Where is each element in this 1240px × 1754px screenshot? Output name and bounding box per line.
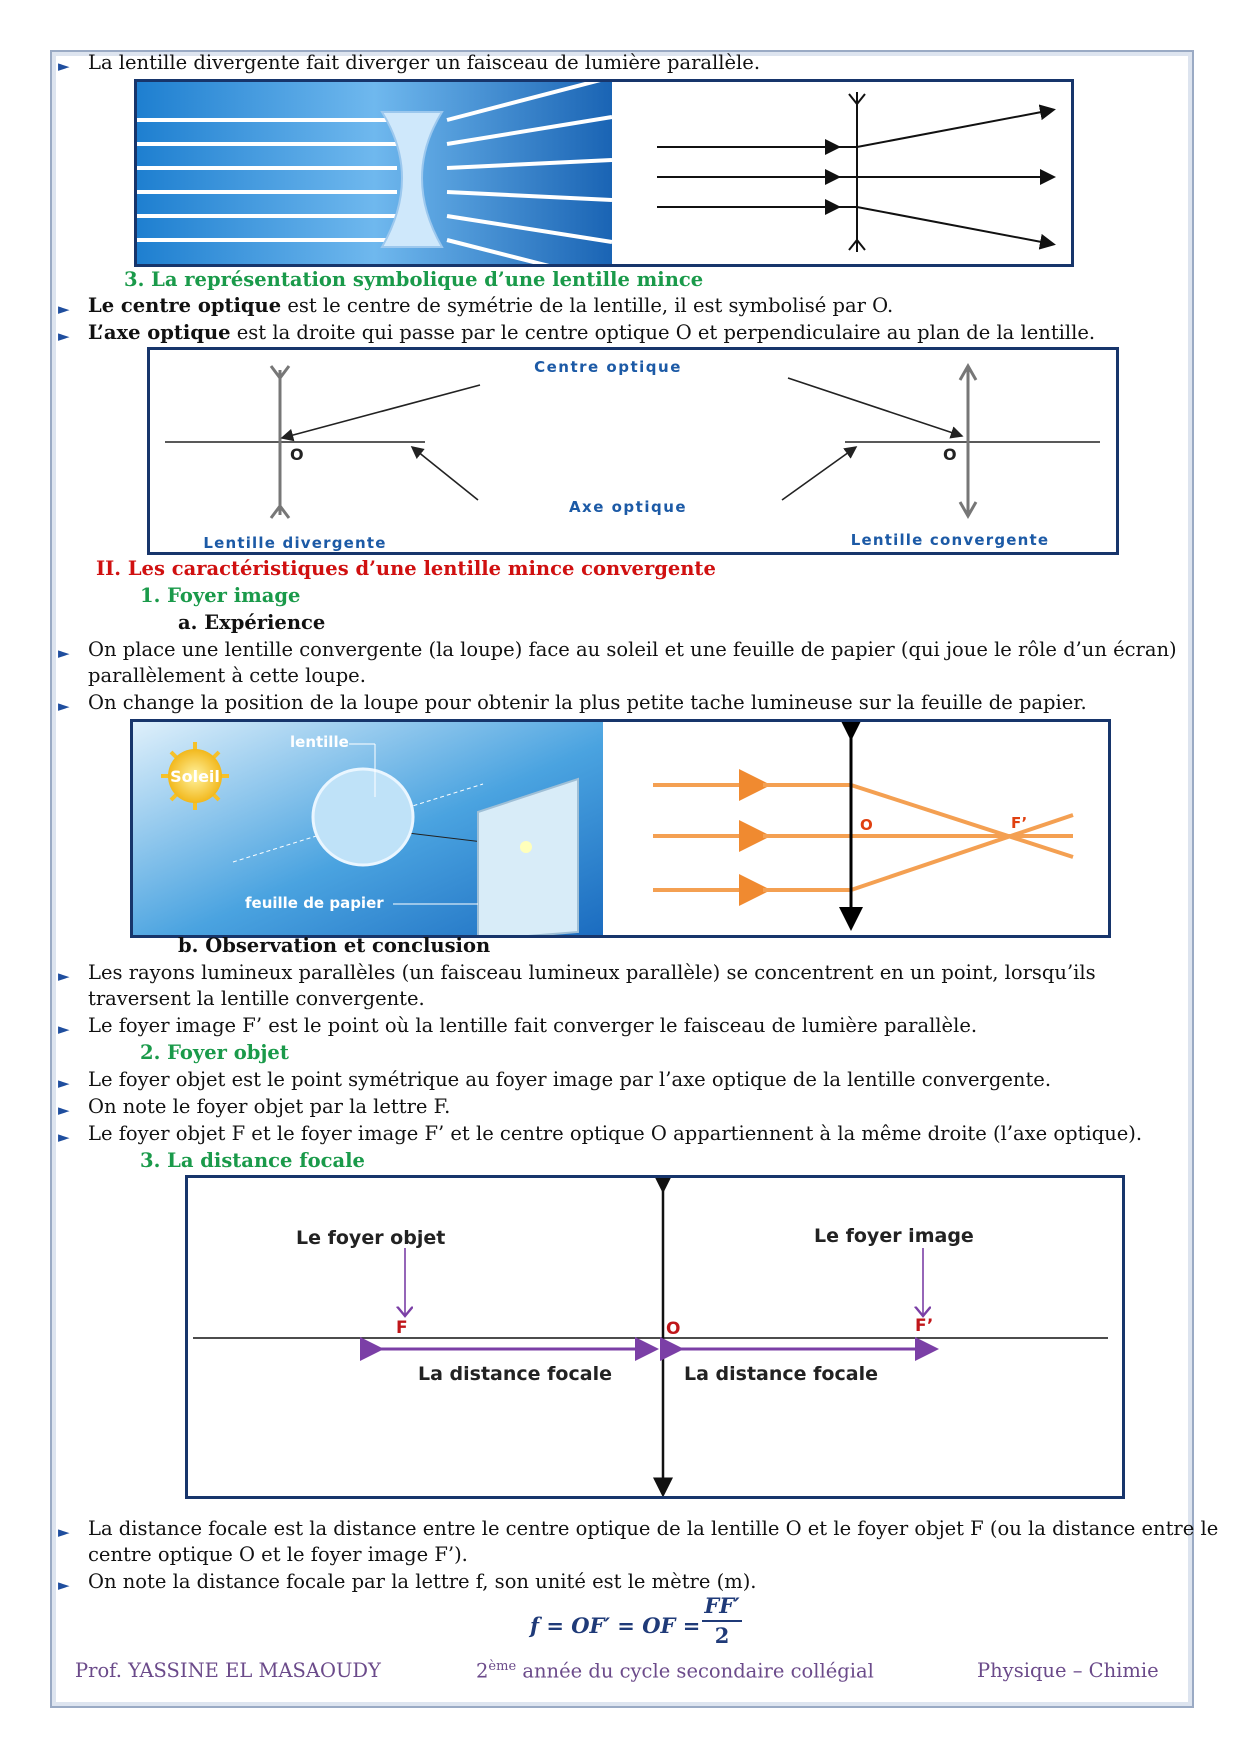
label-f-prime: F’	[915, 1316, 934, 1336]
foyer-objet-text-2: On note le foyer objet par la lettre F.	[88, 1095, 451, 1118]
label-o-right: O	[943, 445, 957, 464]
footer-level-text: année du cycle secondaire collégial	[516, 1659, 874, 1683]
term-centre-optique: Le centre optique	[88, 294, 282, 317]
focal-distance-diagram	[188, 1178, 1122, 1496]
foyer-objet-text-1: Le foyer objet est le point symétrique au foyer image par l’axe optique de la lentille convergente.	[88, 1068, 1052, 1091]
bullet-icon: ►	[58, 300, 70, 318]
distance-focale-text-2: On note la distance focale par la lettre f, son unité est le mètre (m).	[88, 1570, 757, 1593]
figure-distance-focale	[185, 1175, 1125, 1499]
bullet-icon: ►	[58, 967, 70, 985]
label-foyer-image: Le foyer image	[814, 1225, 974, 1247]
label-feuille: feuille de papier	[245, 894, 384, 912]
intro-text: La lentille divergente fait diverger un faisceau de lumière parallèle.	[88, 51, 761, 74]
subsection-distance-focale-title: 3. La distance focale	[140, 1149, 365, 1172]
label-f: F	[396, 1318, 408, 1338]
label-lentille-divergente: Lentille divergente	[203, 534, 387, 552]
bullet-icon: ►	[58, 1020, 70, 1038]
experience-text-1b: parallèlement à cette loupe.	[88, 664, 366, 687]
bullet-icon: ►	[58, 57, 70, 75]
experience-text-2: On change la position de la loupe pour obtenir la plus petite tache lumineuse sur la feuille de papier.	[88, 691, 1087, 714]
footer-subject: Physique – Chimie	[977, 1659, 1159, 1682]
bullet-icon: ►	[58, 1074, 70, 1092]
axe-optique-definition	[88, 320, 1095, 346]
lentille-magnifier	[313, 769, 413, 865]
label-lentille-convergente: Lentille convergente	[850, 531, 1050, 549]
distance-focale-text-1b: centre optique O et le foyer image F’).	[88, 1543, 468, 1566]
label-soleil: Soleil	[170, 767, 220, 786]
foyer-objet-text-3: Le foyer objet F et le foyer image F’ et le centre optique O appartiennent à la même droite (l’axe optique).	[88, 1122, 1143, 1145]
pointer-axe-right	[782, 447, 856, 500]
label-f-prime: F’	[1011, 814, 1028, 832]
experiment-diagram	[133, 722, 1108, 935]
formula-fraction-bar	[702, 1620, 742, 1622]
centre-optique-text: est le centre de symétrie de la lentille, il est symbolisé par O.	[281, 294, 894, 317]
figure-symbolic-representation	[147, 347, 1119, 555]
figure-diverging-lens	[134, 79, 1074, 267]
converging-rays	[653, 785, 1073, 890]
centre-optique-definition	[88, 293, 893, 319]
label-lentille: lentille	[290, 733, 349, 751]
symbolic-lens-diagram	[150, 350, 1116, 552]
observation-text-1b: traversent la lentille convergente.	[88, 987, 425, 1010]
bullet-icon: ►	[58, 1128, 70, 1146]
pointer-axe-left	[412, 447, 478, 500]
label-distance-right: La distance focale	[684, 1363, 878, 1385]
formula-lhs: f = OF′ = OF =	[530, 1613, 701, 1638]
axe-optique-text: est la droite qui passe par le centre optique O et perpendiculaire au plan de la lentille.	[230, 321, 1096, 344]
experience-text-1a: On place une lentille convergente (la loupe) face au soleil et une feuille de papier (qui joue le rôle d’un écran)	[88, 638, 1177, 661]
footer-level-number: 2	[476, 1659, 489, 1683]
subsection-foyer-objet-title: 2. Foyer objet	[140, 1041, 289, 1064]
label-foyer-objet: Le foyer objet	[296, 1227, 446, 1249]
bullet-icon: ►	[58, 1576, 70, 1594]
label-o: O	[666, 1319, 681, 1339]
footer-author: Prof. YASSINE EL MASAOUDY	[75, 1659, 381, 1682]
label-distance-left: La distance focale	[418, 1363, 612, 1385]
label-o-left: O	[290, 445, 304, 464]
subsection-experience-title: a. Expérience	[178, 611, 326, 634]
pointer-centre-left	[282, 385, 480, 438]
term-axe-optique: L’axe optique	[88, 321, 231, 344]
label-axe-optique: Axe optique	[568, 498, 688, 516]
diverging-lens-diagram	[137, 82, 1071, 264]
bullet-icon: ►	[58, 327, 70, 345]
bullet-icon: ►	[58, 1523, 70, 1541]
sun-icon	[161, 742, 229, 810]
footer-level	[476, 1659, 874, 1683]
footer-level-sup: ème	[488, 1659, 517, 1674]
section-3-title: 3. La représentation symbolique d’une lentille mince	[124, 268, 704, 291]
symbolic-rays	[657, 92, 1052, 252]
label-o: O	[860, 816, 873, 834]
label-centre-optique: Centre optique	[534, 358, 682, 376]
subsection-foyer-image-title: 1. Foyer image	[140, 584, 301, 607]
observation-text-1a: Les rayons lumineux parallèles (un faisceau lumineux parallèle) se concentrent en un point, lorsqu’ils	[88, 961, 1096, 984]
formula-denominator: 2	[714, 1623, 730, 1648]
distance-focale-text-1a: La distance focale est la distance entre le centre optique de la lentille O et le foyer objet F (ou la distance entre le	[88, 1517, 1219, 1540]
bullet-icon: ►	[58, 1101, 70, 1119]
section-II-title: II. Les caractéristiques d’une lentille mince convergente	[96, 557, 716, 580]
formula-numerator: FF′	[704, 1593, 740, 1618]
observation-title: b. Observation et conclusion	[178, 934, 491, 957]
figure-foyer-image-experiment	[130, 719, 1111, 938]
bullet-icon: ►	[58, 644, 70, 662]
observation-text-2: Le foyer image F’ est le point où la lentille fait converger le faisceau de lumière parallèle.	[88, 1014, 978, 1037]
pointer-centre-right	[788, 378, 962, 436]
bullet-icon: ►	[58, 697, 70, 715]
